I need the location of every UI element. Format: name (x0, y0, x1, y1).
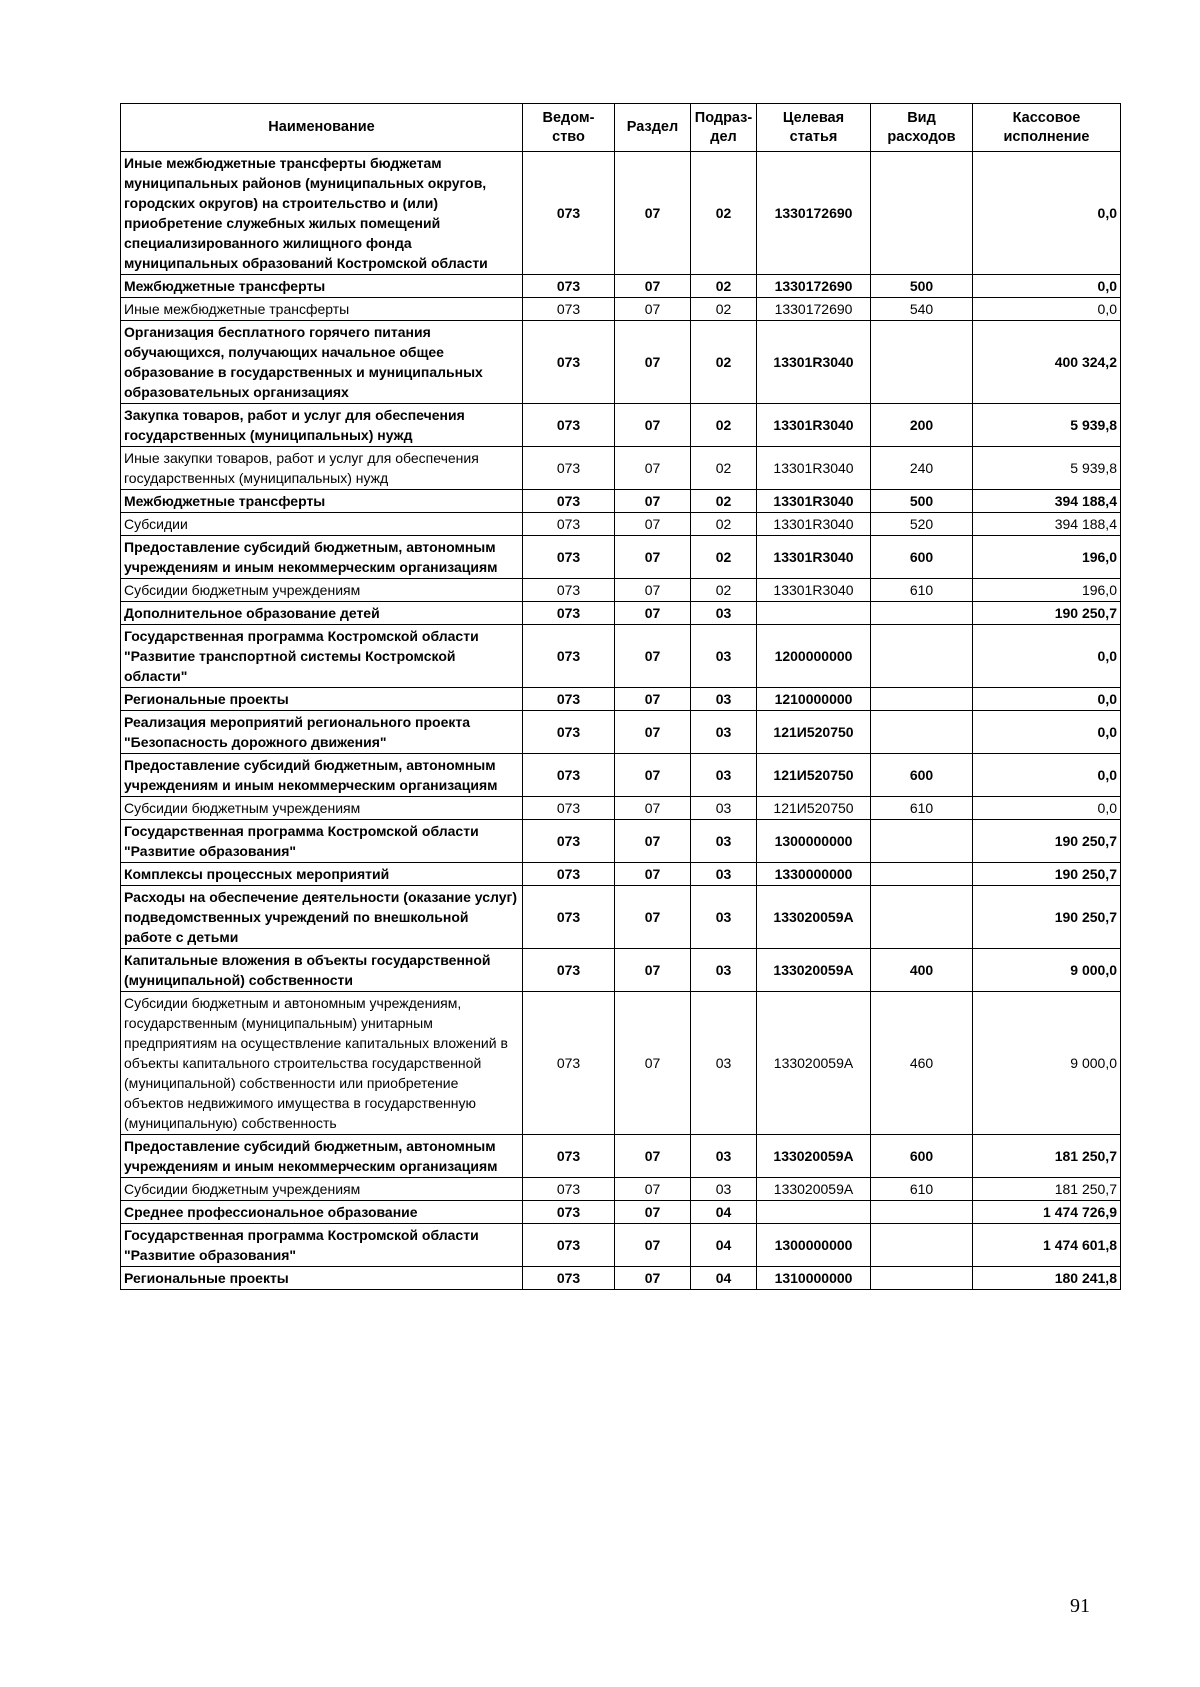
cell-section: 07 (615, 152, 691, 275)
cell-target-item: 133020059А (757, 1178, 871, 1201)
cell-subsection: 03 (691, 1178, 757, 1201)
cell-section: 07 (615, 886, 691, 949)
cell-subsection: 02 (691, 447, 757, 490)
table-row (121, 152, 1121, 275)
cell-section: 07 (615, 404, 691, 447)
table-row (121, 536, 1121, 579)
cell-name: Комплексы процессных мероприятий (121, 863, 523, 886)
cell-dept: 073 (523, 298, 615, 321)
table-row (121, 797, 1121, 820)
cell-target-item: 1310000000 (757, 1267, 871, 1290)
cell-dept: 073 (523, 513, 615, 536)
cell-name: Иные закупки товаров, работ и услуг для обеспечения государственных (муниципальных) нужд (121, 447, 523, 490)
cell-target-item: 133020059А (757, 949, 871, 992)
cell-subsection: 03 (691, 886, 757, 949)
cell-cash-execution: 0,0 (973, 797, 1121, 820)
cell-cash-execution: 400 324,2 (973, 321, 1121, 404)
cell-expense-type (871, 1224, 973, 1267)
cell-cash-execution: 0,0 (973, 625, 1121, 688)
cell-section: 07 (615, 625, 691, 688)
cell-expense-type (871, 1267, 973, 1290)
cell-cash-execution: 394 188,4 (973, 490, 1121, 513)
cell-dept: 073 (523, 579, 615, 602)
cell-target-item: 13301R3040 (757, 404, 871, 447)
cell-name: Дополнительное образование детей (121, 602, 523, 625)
cell-dept: 073 (523, 711, 615, 754)
cell-subsection: 03 (691, 949, 757, 992)
cell-subsection: 03 (691, 863, 757, 886)
cell-target-item: 133020059А (757, 886, 871, 949)
cell-subsection: 03 (691, 602, 757, 625)
cell-dept: 073 (523, 886, 615, 949)
cell-cash-execution: 196,0 (973, 536, 1121, 579)
cell-cash-execution: 0,0 (973, 298, 1121, 321)
cell-dept: 073 (523, 152, 615, 275)
cell-name: Межбюджетные трансферты (121, 490, 523, 513)
cell-section: 07 (615, 298, 691, 321)
cell-dept: 073 (523, 820, 615, 863)
cell-cash-execution: 0,0 (973, 754, 1121, 797)
cell-target-item: 1300000000 (757, 1224, 871, 1267)
cell-expense-type: 200 (871, 404, 973, 447)
table-row (121, 602, 1121, 625)
cell-cash-execution: 5 939,8 (973, 447, 1121, 490)
cell-subsection: 02 (691, 536, 757, 579)
table-body (121, 152, 1121, 1290)
cell-dept: 073 (523, 1135, 615, 1178)
cell-cash-execution: 190 250,7 (973, 820, 1121, 863)
header-dept: Ведом- ство (523, 104, 615, 152)
cell-dept: 073 (523, 536, 615, 579)
cell-subsection: 03 (691, 1135, 757, 1178)
cell-section: 07 (615, 1201, 691, 1224)
cell-name: Субсидии бюджетным учреждениям (121, 579, 523, 602)
table-row (121, 513, 1121, 536)
cell-target-item: 1330172690 (757, 298, 871, 321)
cell-dept: 073 (523, 949, 615, 992)
cell-subsection: 04 (691, 1267, 757, 1290)
cell-section: 07 (615, 321, 691, 404)
cell-target-item: 1330172690 (757, 152, 871, 275)
cell-name: Государственная программа Костромской области "Развитие транспортной системы Костромской области" (121, 625, 523, 688)
cell-name: Региональные проекты (121, 688, 523, 711)
cell-subsection: 03 (691, 754, 757, 797)
cell-name: Предоставление субсидий бюджетным, автономным учреждениям и иным некоммерческим организациям (121, 754, 523, 797)
cell-expense-type (871, 602, 973, 625)
cell-subsection: 03 (691, 797, 757, 820)
cell-expense-type (871, 1201, 973, 1224)
cell-target-item: 13301R3040 (757, 490, 871, 513)
cell-subsection: 02 (691, 152, 757, 275)
cell-dept: 073 (523, 863, 615, 886)
cell-dept: 073 (523, 797, 615, 820)
cell-subsection: 02 (691, 321, 757, 404)
budget-table-container (120, 103, 1120, 1290)
table-row (121, 1201, 1121, 1224)
cell-cash-execution: 9 000,0 (973, 992, 1121, 1135)
cell-cash-execution: 0,0 (973, 152, 1121, 275)
cell-target-item: 1200000000 (757, 625, 871, 688)
cell-dept: 073 (523, 1267, 615, 1290)
cell-dept: 073 (523, 1224, 615, 1267)
table-header-row (121, 104, 1121, 152)
cell-name: Иные межбюджетные трансферты бюджетам муниципальных районов (муниципальных округов, городских округов) на строительство и (или) приобретение служебных жилых помещений специализированного жилищного фонда муниципальных образований Костромской области (121, 152, 523, 275)
cell-name: Региональные проекты (121, 1267, 523, 1290)
header-cash-execution: Кассовое исполнение (973, 104, 1121, 152)
cell-section: 07 (615, 536, 691, 579)
cell-dept: 073 (523, 602, 615, 625)
cell-name: Среднее профессиональное образование (121, 1201, 523, 1224)
cell-expense-type: 600 (871, 1135, 973, 1178)
cell-section: 07 (615, 688, 691, 711)
cell-cash-execution: 9 000,0 (973, 949, 1121, 992)
cell-expense-type: 240 (871, 447, 973, 490)
cell-subsection: 03 (691, 820, 757, 863)
cell-expense-type: 610 (871, 579, 973, 602)
cell-name: Государственная программа Костромской области "Развитие образования" (121, 1224, 523, 1267)
cell-subsection: 03 (691, 625, 757, 688)
cell-expense-type: 500 (871, 275, 973, 298)
cell-target-item: 1330172690 (757, 275, 871, 298)
cell-cash-execution: 190 250,7 (973, 863, 1121, 886)
cell-section: 07 (615, 1267, 691, 1290)
cell-section: 07 (615, 1224, 691, 1267)
table-row (121, 625, 1121, 688)
cell-target-item: 1210000000 (757, 688, 871, 711)
cell-target-item: 13301R3040 (757, 513, 871, 536)
cell-target-item (757, 1201, 871, 1224)
cell-cash-execution: 5 939,8 (973, 404, 1121, 447)
cell-name: Государственная программа Костромской области "Развитие образования" (121, 820, 523, 863)
cell-section: 07 (615, 275, 691, 298)
cell-target-item: 13301R3040 (757, 579, 871, 602)
cell-subsection: 03 (691, 992, 757, 1135)
table-row (121, 863, 1121, 886)
table-row (121, 1224, 1121, 1267)
cell-name: Субсидии бюджетным учреждениям (121, 797, 523, 820)
cell-subsection: 02 (691, 490, 757, 513)
cell-section: 07 (615, 797, 691, 820)
cell-dept: 073 (523, 625, 615, 688)
cell-cash-execution: 181 250,7 (973, 1178, 1121, 1201)
cell-name: Организация бесплатного горячего питания обучающихся, получающих начальное общее образование в государственных и муниципальных образовательных организациях (121, 321, 523, 404)
cell-target-item: 13301R3040 (757, 321, 871, 404)
table-row (121, 711, 1121, 754)
page-number: 91 (1070, 1595, 1090, 1617)
cell-cash-execution: 196,0 (973, 579, 1121, 602)
header-target-item: Целевая статья (757, 104, 871, 152)
table-row (121, 992, 1121, 1135)
cell-name: Межбюджетные трансферты (121, 275, 523, 298)
cell-section: 07 (615, 602, 691, 625)
cell-expense-type: 520 (871, 513, 973, 536)
cell-name: Субсидии бюджетным учреждениям (121, 1178, 523, 1201)
cell-name: Иные межбюджетные трансферты (121, 298, 523, 321)
cell-target-item: 121И520750 (757, 797, 871, 820)
table-row (121, 949, 1121, 992)
cell-expense-type (871, 820, 973, 863)
cell-cash-execution: 190 250,7 (973, 602, 1121, 625)
table-row (121, 298, 1121, 321)
cell-subsection: 04 (691, 1201, 757, 1224)
header-subsection: Подраз- дел (691, 104, 757, 152)
cell-subsection: 03 (691, 711, 757, 754)
budget-execution-table (120, 103, 1121, 1290)
cell-target-item: 133020059А (757, 992, 871, 1135)
cell-cash-execution: 0,0 (973, 688, 1121, 711)
cell-dept: 073 (523, 992, 615, 1135)
cell-target-item: 133020059А (757, 1135, 871, 1178)
cell-subsection: 02 (691, 579, 757, 602)
cell-section: 07 (615, 447, 691, 490)
table-row (121, 490, 1121, 513)
cell-target-item: 1300000000 (757, 820, 871, 863)
cell-expense-type (871, 321, 973, 404)
cell-dept: 073 (523, 275, 615, 298)
table-row (121, 321, 1121, 404)
cell-dept: 073 (523, 688, 615, 711)
cell-subsection: 02 (691, 404, 757, 447)
cell-name: Закупка товаров, работ и услуг для обеспечения государственных (муниципальных) нужд (121, 404, 523, 447)
cell-dept: 073 (523, 754, 615, 797)
cell-section: 07 (615, 513, 691, 536)
cell-section: 07 (615, 863, 691, 886)
cell-expense-type (871, 863, 973, 886)
cell-subsection: 02 (691, 513, 757, 536)
header-name: Наименование (121, 104, 523, 152)
cell-expense-type (871, 152, 973, 275)
table-row (121, 579, 1121, 602)
cell-subsection: 02 (691, 298, 757, 321)
cell-name: Капитальные вложения в объекты государственной (муниципальной) собственности (121, 949, 523, 992)
cell-section: 07 (615, 1135, 691, 1178)
cell-expense-type: 600 (871, 754, 973, 797)
cell-target-item (757, 602, 871, 625)
cell-section: 07 (615, 579, 691, 602)
cell-name: Субсидии (121, 513, 523, 536)
cell-expense-type: 500 (871, 490, 973, 513)
cell-section: 07 (615, 992, 691, 1135)
cell-dept: 073 (523, 447, 615, 490)
cell-cash-execution: 180 241,8 (973, 1267, 1121, 1290)
cell-expense-type: 540 (871, 298, 973, 321)
cell-section: 07 (615, 949, 691, 992)
cell-target-item: 1330000000 (757, 863, 871, 886)
cell-name: Субсидии бюджетным и автономным учреждениям, государственным (муниципальным) унитарным предприятиям на осуществление капитальных вложений в объекты капитального строительства государственной (муниципальной) собственности или приобретение объектов недвижимого имущества в государственную (муниципальную) собственность (121, 992, 523, 1135)
table-row (121, 275, 1121, 298)
cell-dept: 073 (523, 321, 615, 404)
cell-target-item: 121И520750 (757, 711, 871, 754)
cell-cash-execution: 0,0 (973, 275, 1121, 298)
cell-expense-type: 610 (871, 797, 973, 820)
cell-expense-type (871, 711, 973, 754)
cell-cash-execution: 181 250,7 (973, 1135, 1121, 1178)
cell-expense-type: 610 (871, 1178, 973, 1201)
cell-expense-type (871, 886, 973, 949)
cell-dept: 073 (523, 404, 615, 447)
cell-section: 07 (615, 1178, 691, 1201)
cell-cash-execution: 1 474 601,8 (973, 1224, 1121, 1267)
cell-target-item: 13301R3040 (757, 447, 871, 490)
table-row (121, 1178, 1121, 1201)
cell-name: Предоставление субсидий бюджетным, автономным учреждениям и иным некоммерческим организациям (121, 536, 523, 579)
table-row (121, 688, 1121, 711)
cell-cash-execution: 0,0 (973, 711, 1121, 754)
cell-name: Расходы на обеспечение деятельности (оказание услуг) подведомственных учреждений по внешкольной работе с детьми (121, 886, 523, 949)
cell-dept: 073 (523, 490, 615, 513)
cell-subsection: 04 (691, 1224, 757, 1267)
cell-section: 07 (615, 490, 691, 513)
cell-expense-type (871, 688, 973, 711)
cell-target-item: 121И520750 (757, 754, 871, 797)
header-section: Раздел (615, 104, 691, 152)
cell-name: Реализация мероприятий регионального проекта "Безопасность дорожного движения" (121, 711, 523, 754)
cell-name: Предоставление субсидий бюджетным, автономным учреждениям и иным некоммерческим организациям (121, 1135, 523, 1178)
cell-expense-type (871, 625, 973, 688)
cell-dept: 073 (523, 1201, 615, 1224)
cell-target-item: 13301R3040 (757, 536, 871, 579)
cell-cash-execution: 190 250,7 (973, 886, 1121, 949)
table-row (121, 1267, 1121, 1290)
cell-expense-type: 600 (871, 536, 973, 579)
table-row (121, 754, 1121, 797)
table-row (121, 404, 1121, 447)
cell-expense-type: 460 (871, 992, 973, 1135)
cell-section: 07 (615, 711, 691, 754)
table-row (121, 447, 1121, 490)
cell-section: 07 (615, 754, 691, 797)
cell-subsection: 03 (691, 688, 757, 711)
cell-cash-execution: 1 474 726,9 (973, 1201, 1121, 1224)
table-row (121, 1135, 1121, 1178)
cell-expense-type: 400 (871, 949, 973, 992)
header-expense-type: Вид расходов (871, 104, 973, 152)
cell-subsection: 02 (691, 275, 757, 298)
cell-section: 07 (615, 820, 691, 863)
table-row (121, 820, 1121, 863)
cell-dept: 073 (523, 1178, 615, 1201)
table-row (121, 886, 1121, 949)
cell-cash-execution: 394 188,4 (973, 513, 1121, 536)
